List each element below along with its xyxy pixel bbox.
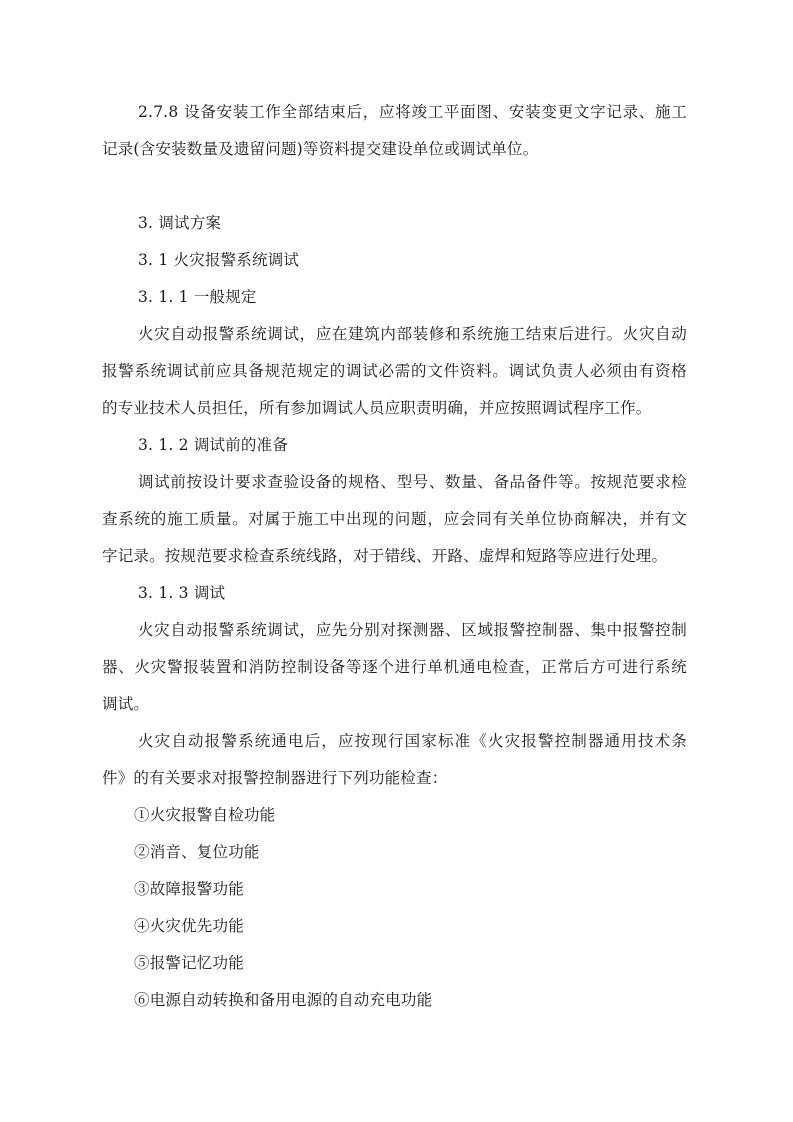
check-item: ④火灾优先功能	[134, 917, 244, 935]
paragraph-313a-line-1: 火灾自动报警系统调试，应先分别对探测器、区域报警控制器、集中报警控制	[138, 621, 687, 639]
paragraph-312-line-3: 字记录。按规范要求检查系统线路，对于错线、开路、虚焊和短路等应进行处理。	[102, 547, 668, 565]
paragraph-313b-line-1: 火灾自动报警系统通电后，应按现行国家标准《火灾报警控制器通用技术条	[138, 732, 687, 750]
check-item: ③故障报警功能	[134, 880, 244, 898]
paragraph-311-line-3: 的专业技术人员担任，所有参加调试人员应职责明确，并应按照调试程序工作。	[102, 399, 652, 417]
paragraph-278-line-2: 记录(含安装数量及遗留问题)等资料提交建设单位或调试单位。	[102, 140, 539, 158]
section-heading-3: 3. 调试方案	[138, 214, 222, 232]
section-heading-3-1: 3. 1 火灾报警系统调试	[138, 251, 300, 269]
section-heading-3-1-1: 3. 1. 1 一般规定	[138, 288, 257, 306]
paragraph-311-line-2: 报警系统调试前应具备规范规定的调试必需的文件资料。调试负责人必须由有资格	[102, 362, 687, 380]
section-heading-3-1-3: 3. 1. 3 调试	[138, 584, 226, 602]
paragraph-278-line-1: 2.7.8 设备安装工作全部结束后，应将竣工平面图、安装变更文字记录、施工	[138, 103, 687, 121]
check-item: ⑤报警记忆功能	[134, 954, 244, 972]
check-item: ①火灾报警自检功能	[134, 806, 276, 824]
check-item: ②消音、复位功能	[134, 843, 260, 861]
section-heading-3-1-2: 3. 1. 2 调试前的准备	[138, 436, 289, 454]
paragraph-313a-line-2: 器、火灾警报装置和消防控制设备等逐个进行单机通电检查，正常后方可进行系统	[102, 658, 687, 676]
paragraph-312-line-1: 调试前按设计要求查验设备的规格、型号、数量、备品备件等。按规范要求检	[138, 473, 687, 491]
paragraph-311-line-1: 火灾自动报警系统调试，应在建筑内部装修和系统施工结束后进行。火灾自动	[138, 325, 687, 343]
paragraph-312-line-2: 查系统的施工质量。对属于施工中出现的问题，应会同有关单位协商解决，并有文	[102, 510, 687, 528]
paragraph-313b-line-2: 件》的有关要求对报警控制器进行下列功能检查：	[102, 769, 448, 787]
paragraph-313a-line-3: 调试。	[102, 695, 150, 713]
check-item: ⑥电源自动转换和备用电源的自动充电功能	[134, 991, 433, 1009]
